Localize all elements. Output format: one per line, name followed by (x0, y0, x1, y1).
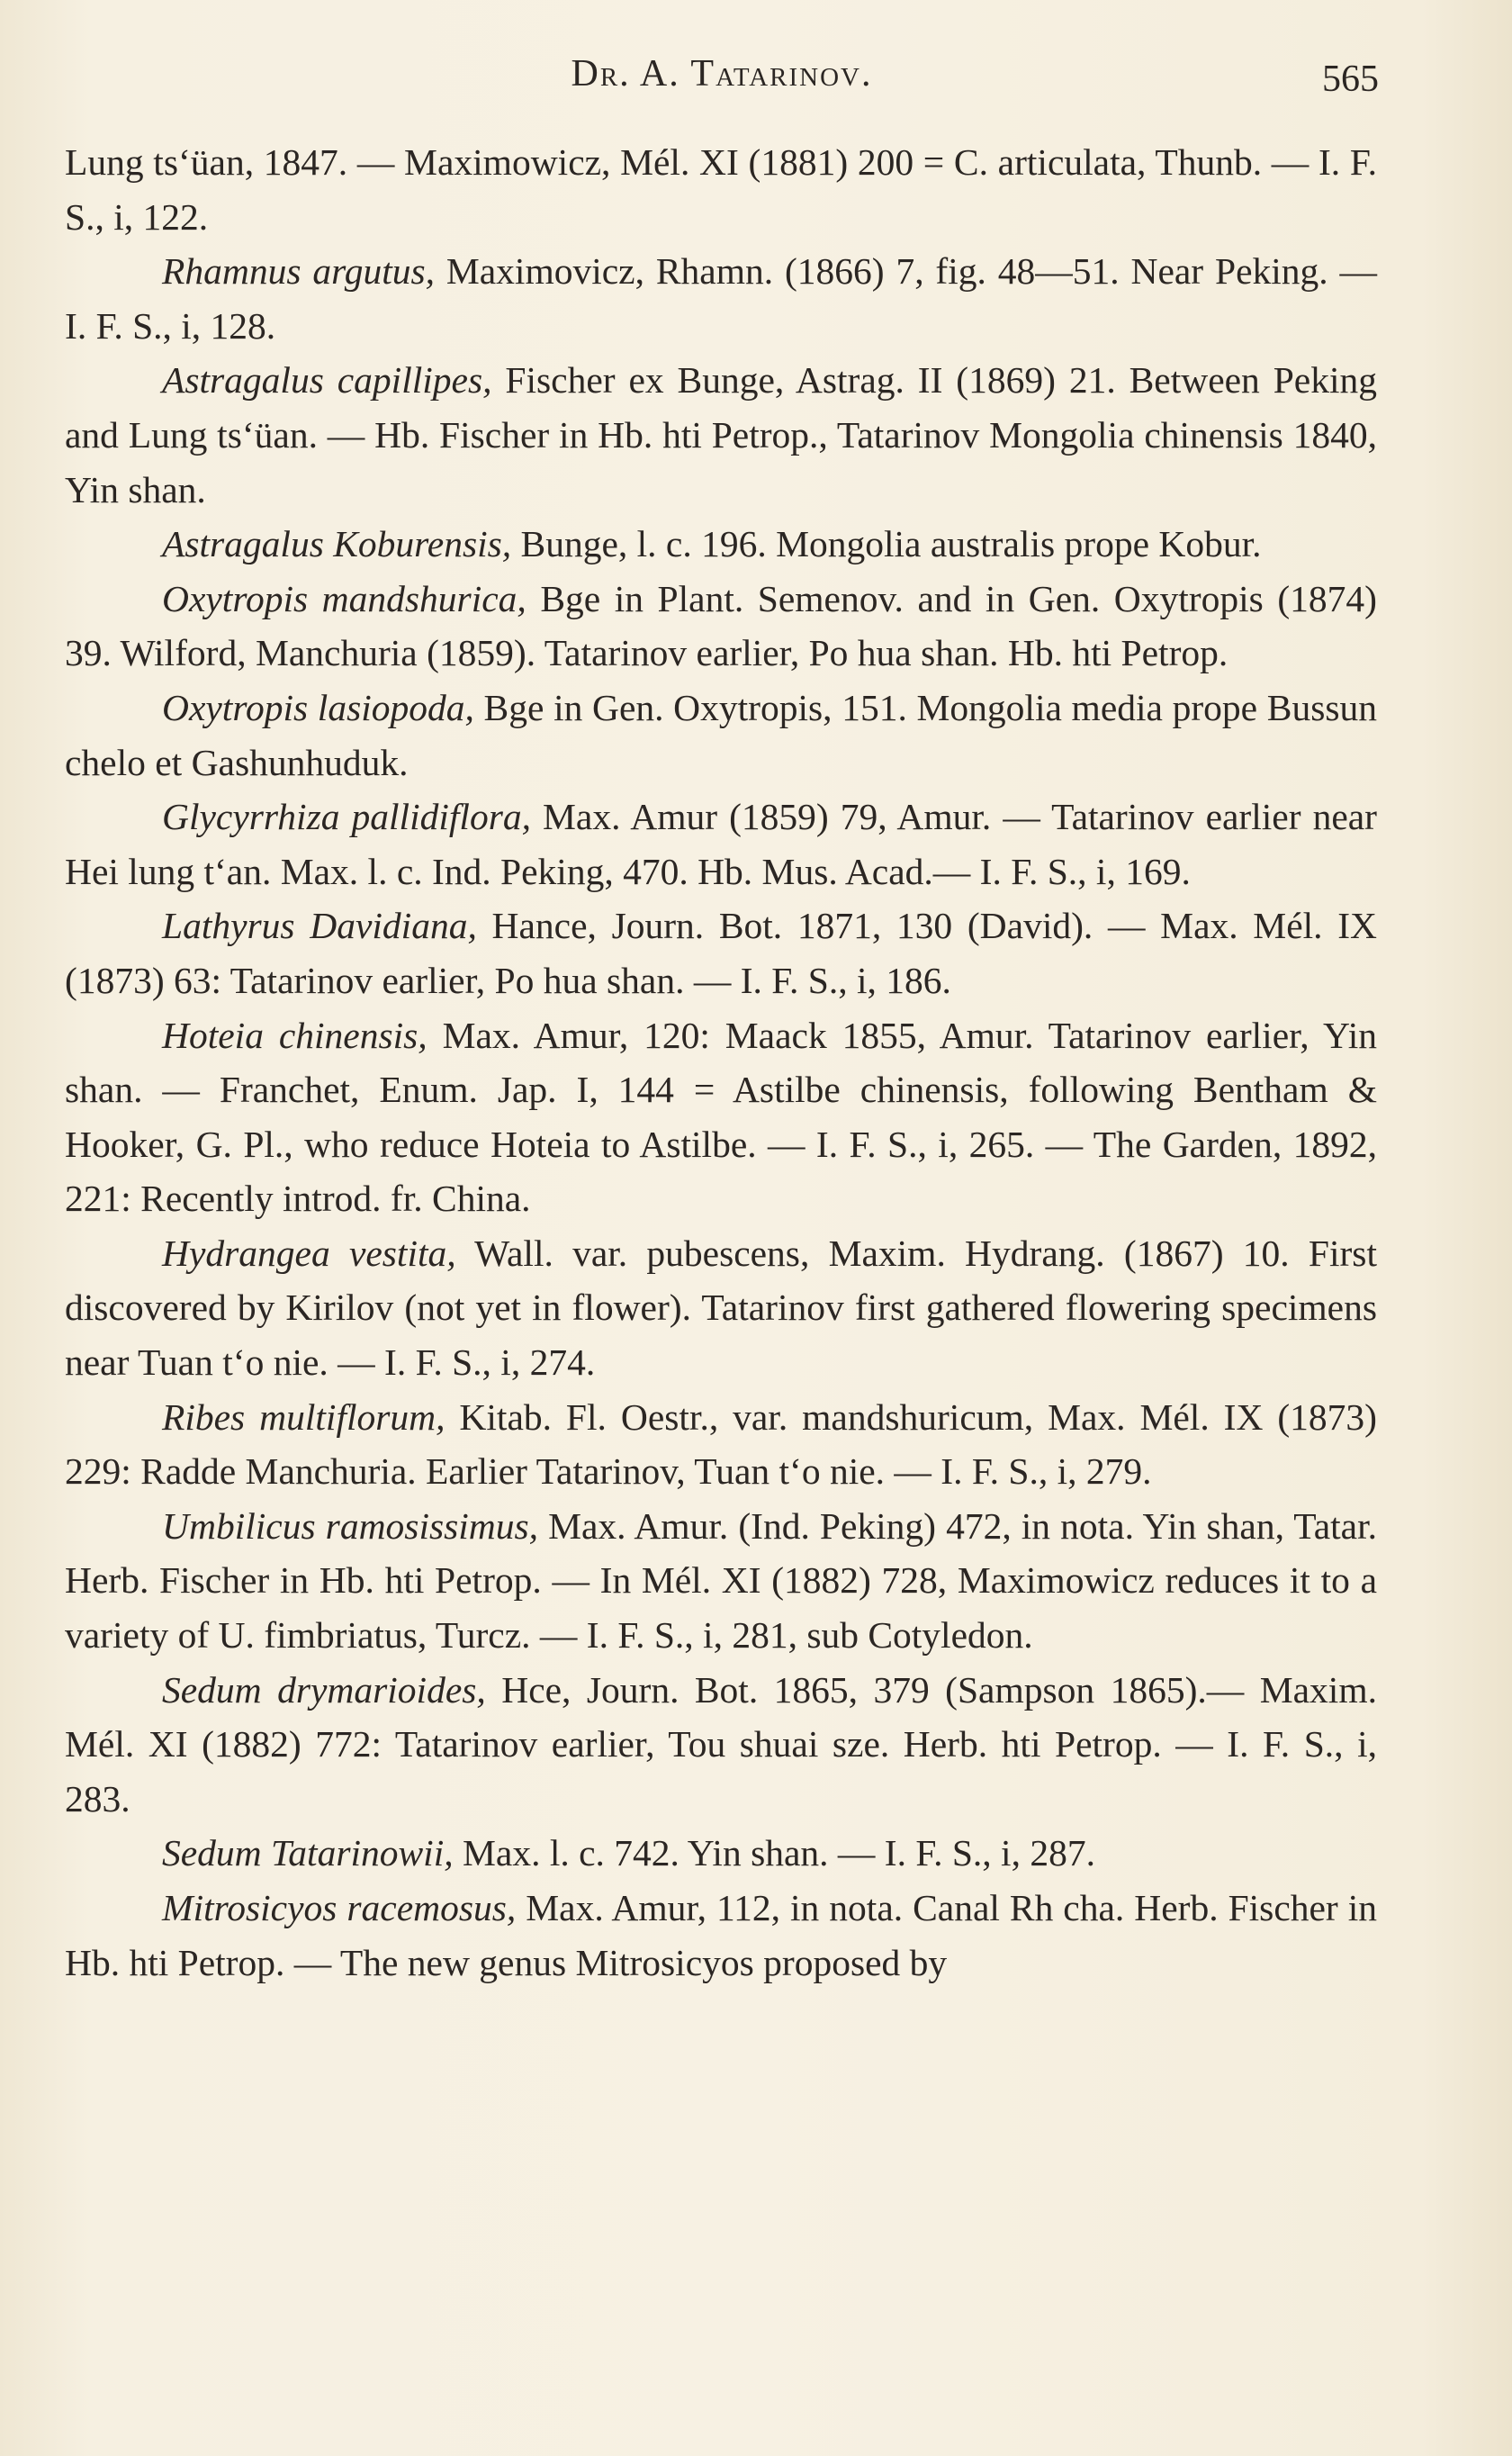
taxon-name: Astragalus capillipes, (162, 359, 492, 402)
species-entry (65, 1226, 1377, 1390)
species-entry (65, 517, 1377, 572)
taxon-name: Hydrangea vestita, (162, 1232, 456, 1274)
species-entry (65, 353, 1377, 517)
species-entry (65, 1826, 1377, 1881)
taxon-name: Mitrosicyos racemosus, (162, 1887, 517, 1928)
entry-text: Max. Amur. (Ind. Peking) 472, in nota. Yin shan, Tatar. Herb. Fischer in Hb. hti Petrop. — In Mél. XI (1882) 728, Maximowicz reduces it to a variety of U. fimbriatus, Turcz. — I. F. S., i, 281, sub Cotyledon. (65, 1504, 1377, 1657)
entry-text: Kitab. Fl. Oestr., var. mandshuricum, Max. Mél. IX (1873) 229: Radde Manchuria. Earlier Tatarinov, Tuan tʻo nie. — I. F. S., i, 279. (65, 1395, 1377, 1493)
species-entry (65, 572, 1377, 681)
entry-text: Maximovicz, Rhamn. (1866) 7, fig. 48—51. Near Peking. — I. F. S., i, 128. (65, 250, 1377, 347)
species-entry (65, 681, 1377, 790)
species-entry (65, 135, 1377, 244)
taxon-name: Oxytropis lasiopoda, (162, 686, 474, 728)
page-body (65, 135, 1377, 1990)
entry-text: Max. Amur (1859) 79, Amur. — Tatarinov earlier near Hei lung tʻan. Max. l. c. Ind. Peking, 470. Hb. Mus. Acad.— I. F. S., i, 169. (65, 796, 1377, 892)
taxon-name: Ribes multiflorum, (162, 1395, 446, 1438)
species-entry (65, 1499, 1377, 1663)
taxon-name: Astragalus Koburensis, (162, 523, 512, 565)
entry-text: Fischer ex Bunge, Astrag. II (1869) 21. Between Peking and Lung tsʻüan. — Hb. Fischer in Hb. hti Petrop., Tatarinov Mongolia chinensis 1840, Yin shan. (65, 359, 1377, 510)
entry-text: Bge in Gen. Oxytropis, 151. Mongolia media prope Bussun chelo et Gashunhuduk. (65, 686, 1377, 783)
running-head: Dr. A. Tatarinov. (571, 53, 873, 95)
entry-text: Hance, Journ. Bot. 1871, 130 (David). — Max. Mél. IX (1873) 63: Tatarinov earlier, Po hua shan. — I. F. S., i, 186. (65, 905, 1377, 1001)
entry-text: Max. Amur, 112, in nota. Canal Rh cha. Herb. Fischer in Hb. hti Petrop. — The new genus Mitrosicyos proposed by (65, 1887, 1378, 1983)
taxon-name: Hoteia chinensis, (162, 1014, 428, 1056)
entry-text: Bge in Plant. Semenov. and in Gen. Oxytropis (1874) 39. Wilford, Manchuria (1859). Tatarinov earlier, Po hua shan. Hb. hti Petrop. (65, 577, 1377, 674)
page-number: 565 (1322, 59, 1379, 100)
species-entry (65, 1663, 1377, 1827)
taxon-name: Oxytropis mandshurica, (162, 577, 526, 619)
page-header (65, 52, 1379, 106)
taxon-name: Rhamnus argutus, (162, 250, 435, 293)
entry-text: Max. Amur, 120: Maack 1855, Amur. Tatarinov earlier, Yin shan. — Franchet, Enum. Jap. I, 144 = Astilbe chinensis, following Bentham & Hooker, G. Pl., who reduce Hoteia to Astilbe. — I. F. S., i, 265. — The Garden, 1892, 221: Recently introd. fr. China. (65, 1014, 1377, 1220)
species-entry (65, 1390, 1377, 1499)
taxon-name: Umbilicus ramosissimus, (162, 1504, 539, 1547)
species-entry (65, 244, 1377, 353)
entry-text: Hce, Journ. Bot. 1865, 379 (Sampson 1865).— Maxim. Mél. XI (1882) 772: Tatarinov earlier, Tou shuai sze. Herb. hti Petrop. — I. F. S., i, 283. (65, 1668, 1377, 1819)
taxon-name: Sedum Tatarinowii, (162, 1832, 454, 1874)
entry-text: Wall. var. pubescens, Maxim. Hydrang. (1867) 10. First discovered by Kirilov (not yet in flower). Tatarinov first gathered flowering specimens near Tuan tʻo nie. — I. F. S., i, 274. (65, 1232, 1377, 1384)
entry-text: Lung tsʻüan, 1847. — Maximowicz, Mél. XI (1881) 200 = C. articulata, Thunb. — I. F. S., i, 122. (65, 141, 1377, 238)
taxon-name: Glycyrrhiza pallidiflora, (162, 796, 531, 838)
species-entry (65, 898, 1377, 1007)
species-entry (65, 790, 1377, 898)
species-entry (65, 1881, 1377, 1990)
species-entry (65, 1008, 1377, 1226)
entry-text: Max. l. c. 742. Yin shan. — I. F. S., i, 287. (453, 1832, 1095, 1874)
taxon-name: Lathyrus Davidiana, (162, 905, 477, 947)
taxon-name: Sedum drymarioides, (162, 1668, 486, 1711)
entry-text: Bunge, l. c. 196. Mongolia australis prope Kobur. (511, 523, 1262, 565)
